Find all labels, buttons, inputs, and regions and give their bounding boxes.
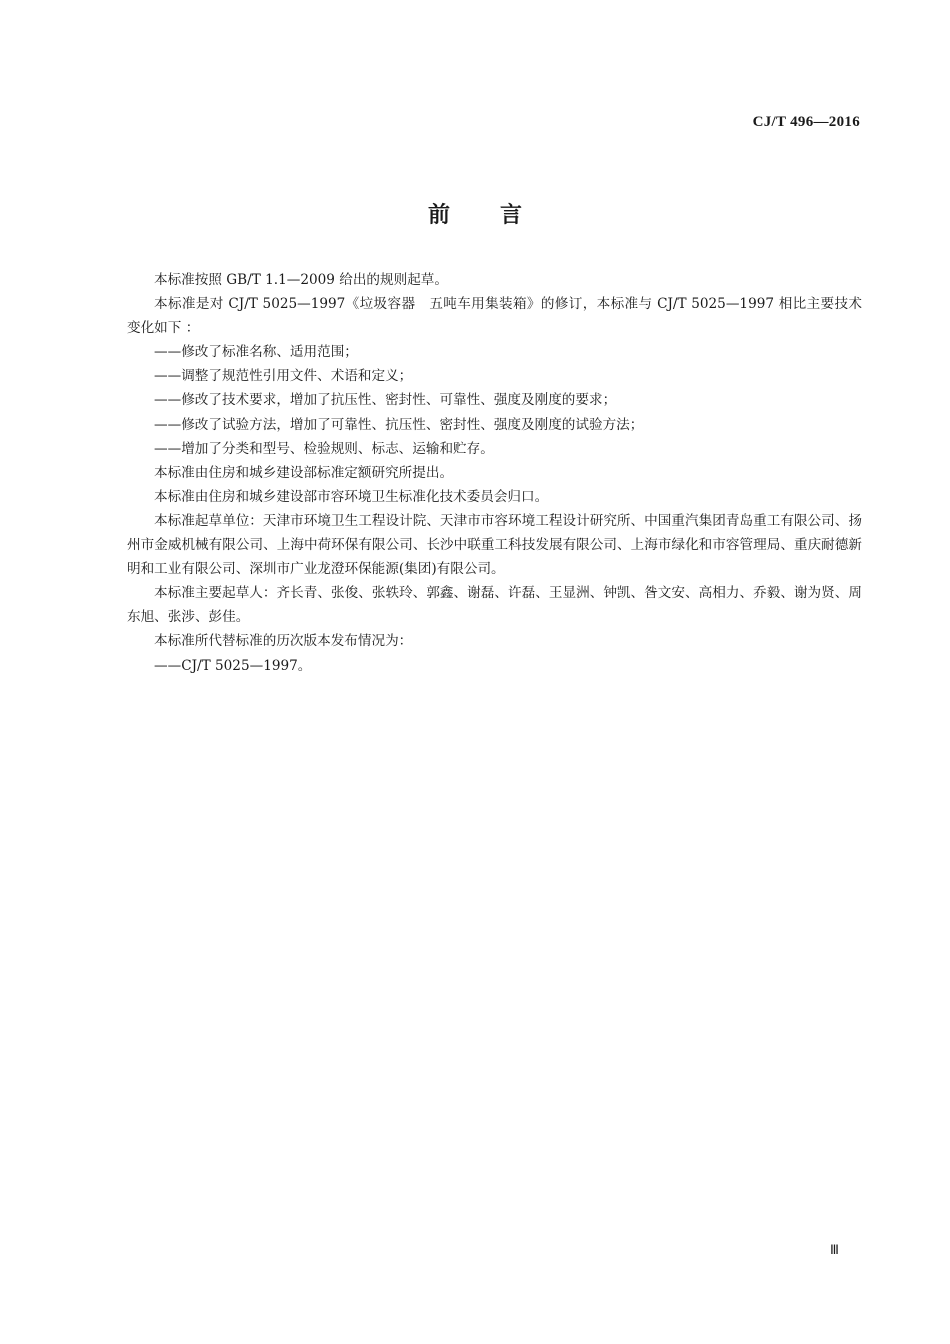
paragraph-drafting-rules: 本标准按照 GB/T 1.1—2009 给出的规则起草。 <box>154 272 448 288</box>
version-history-item: ——CJ/T 5025—1997。 <box>154 657 312 674</box>
change-item: ——修改了技术要求，增加了抗压性、密封性、可靠性、强度及刚度的要求； <box>154 392 617 409</box>
change-item: ——增加了分类和型号、检验规则、标志、运输和贮存。 <box>154 440 494 457</box>
change-item: ——调整了规范性引用文件、术语和定义； <box>154 368 413 385</box>
paragraph-administrator: 本标准由住房和城乡建设部市容环境卫生标准化技术委员会归口。 <box>154 488 549 505</box>
paragraph-drafters: 本标准主要起草人：齐长青、张俊、张轶玲、郭鑫、谢磊、许磊、王显洲、钟凯、昝文安、高相力、乔毅、谢为贤、周东旭、张涉、彭佳。 <box>127 585 862 626</box>
paragraph-revision-statement: 本标准是对 CJ/T 5025—1997《垃圾容器 五吨车用集装箱》的修订，本标准与 CJ/T 5025—1997 相比主要技术变化如下 ： <box>127 296 862 337</box>
page-title: 前言 <box>427 203 572 228</box>
paragraph-version-history: 本标准所代替标准的历次版本发布情况为： <box>154 633 413 650</box>
change-item: ——修改了标准名称、适用范围； <box>154 344 358 361</box>
foreword-body <box>127 268 862 678</box>
change-item: ——修改了试验方法，增加了可靠性、抗压性、密封性、强度及刚度的试验方法； <box>154 416 644 433</box>
paragraph-proposer: 本标准由住房和城乡建设部标准定额研究所提出。 <box>154 464 454 481</box>
paragraph-drafting-units: 本标准起草单位：天津市环境卫生工程设计院、天津市市容环境工程设计研究所、中国重汽集团青岛重工有限公司、扬州市金威机械有限公司、上海中荷环保有限公司、长沙中联重工科技发展有限公司、上海市绿化和市容管理局、重庆耐德新明和工业有限公司、深圳市广业龙澄环保能源(集团)有限公司。 <box>127 512 862 578</box>
standard-code: CJ/T 496—2016 <box>752 114 860 130</box>
page-number: Ⅲ <box>830 1242 839 1257</box>
